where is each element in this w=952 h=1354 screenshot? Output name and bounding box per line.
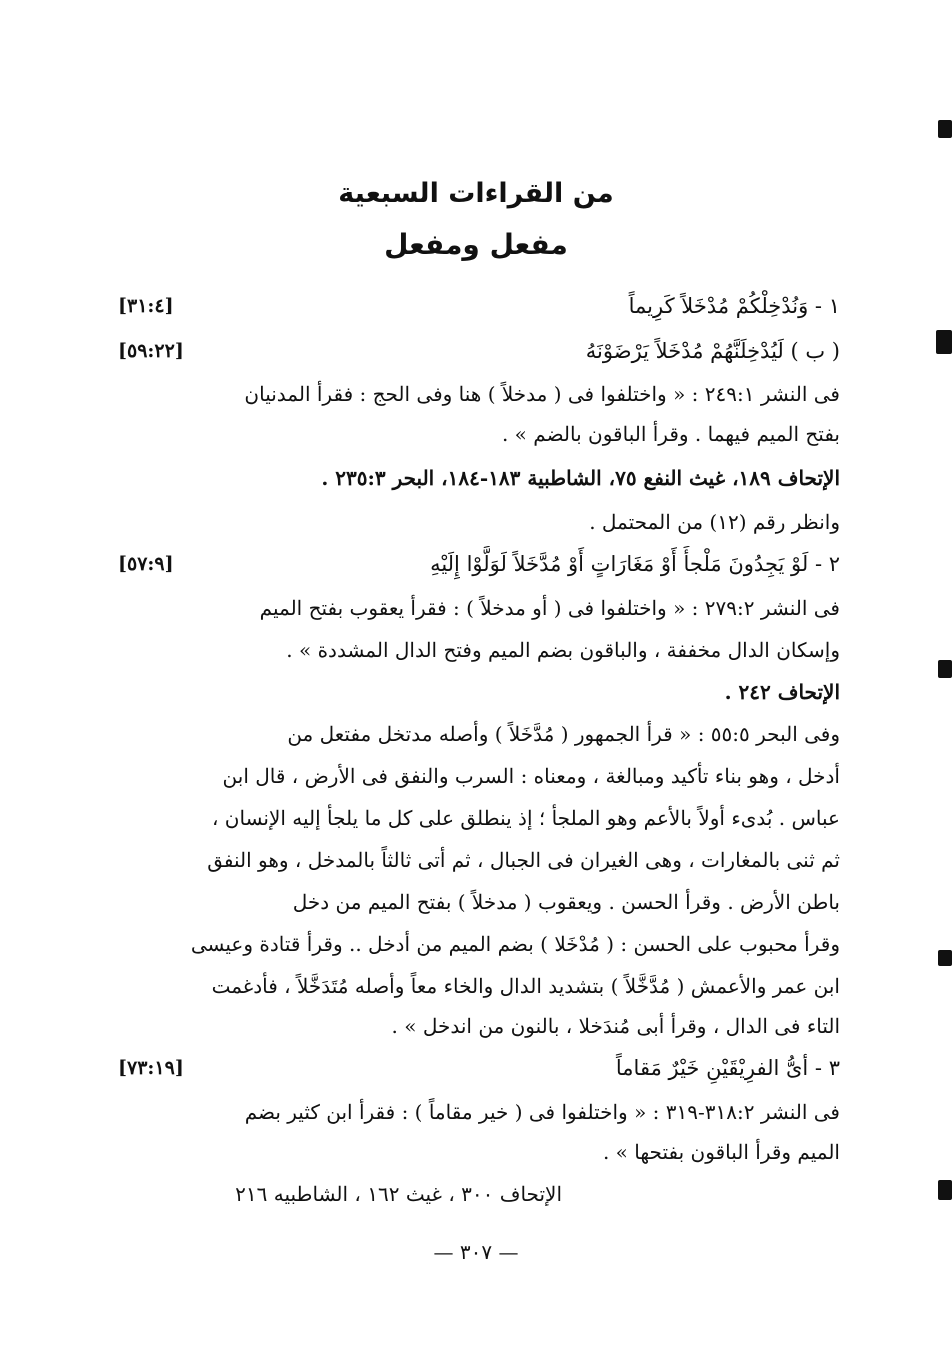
text-line: عباس . بُدىء أولاً بالأعم وهو الملجأ ؛ إذ ينطلق على كل ما يلجأ إليه الإنسان ،: [211, 806, 840, 830]
text-line: ابن عمر والأعمش ( مُدَّخَّلاً ) بتشديد الدال والخاء معاً وأصله مُتَدَخَّلاً ، فأدغمت: [211, 974, 840, 998]
section-title: مفعل ومفعل: [384, 228, 568, 261]
verse-3-reference: [٧٣:١٩]: [118, 1057, 184, 1079]
verse-1b-reference: [٥٩:٢٢]: [118, 340, 184, 362]
text-line: فى النشر ٢٤٩:١ : « واختلفوا فى ( مدخلاً ) هنا وفى الحج : فقرأ المدنيان: [244, 382, 840, 406]
text-line: الميم وقرأ الباقون بفتحها » .: [602, 1140, 840, 1164]
text-line: بفتح الميم فيهما . وقرأ الباقون بالضم » .: [501, 422, 840, 446]
page-number: — ٣٠٧ —: [433, 1240, 519, 1264]
text-line: وقرأ محبوب على الحسن : ( مُدْخَلا ) بضم الميم من أدخل .. وقرأ قتادة وعيسى: [190, 932, 840, 956]
text-line: باطن الأرض . وقرأ الحسن . ويعقوب ( مدخلاً ) بفتح الميم من دخل: [292, 890, 840, 914]
chapter-title: من القراءات السبعية: [338, 178, 614, 209]
scan-mark: [938, 120, 952, 138]
scan-mark: [938, 950, 952, 966]
text-line: ثم ثنى بالمغارات ، وهى الغيران فى الجبال ، ثم أتى ثالثاً بالمدخل ، وهو النفق: [207, 848, 840, 872]
text-line: وإسكان الدال مخففة ، والباقون بضم الميم وفتح الدال المشددة » .: [286, 638, 840, 662]
text-line: وفى البحر ٥٥:٥ : « قرأ الجمهور ( مُدَّخَلاً ) وأصله مدتخل مفتعل من: [287, 722, 840, 746]
verse-2-reference: [٥٧:٩]: [118, 553, 174, 575]
text-line: فى النشر ٢٧٩:٢ : « واختلفوا فى ( أو مدخلاً ) : فقرأ يعقوب بفتح الميم: [259, 596, 840, 620]
text-line: التاء فى الدال ، وقرأ أبى مُندَخلا ، بالنون من اندخل » .: [391, 1014, 840, 1038]
verse-1b: ( ب ) لَيُدْخِلَنَّهُمْ مُدْخَلاً يَرْضَوْنَهُ: [585, 339, 840, 363]
text-line: الإتحاف ٢٤٢ .: [724, 680, 840, 704]
verse-1: ١ - وَنُدْخِلْكُمْ مُدْخَلاً كَرِيماً: [628, 294, 840, 318]
scan-mark: [936, 330, 952, 354]
verse-2: ٢ - لَوْ يَجِدُونَ مَلْجأً أَوْ مَغَارَاتٍ أَوْ مُدَّخَلاً لَوَلَّوْا إِلَيْهِ: [430, 552, 840, 576]
text-line: أدخل ، وهو بناء تأكيد ومبالغة ، ومعناه : السرب والنفق فى الأرض ، قال ابن: [222, 764, 840, 788]
text-line: فى النشر ٣١٨:٢-٣١٩ : « واختلفوا فى ( خير مقاماً ) : فقرأ ابن كثير بضم: [244, 1100, 840, 1124]
text-line: الإتحاف ١٨٩، غيث النفع ٧٥، الشاطبية ١٨٣-١٨٤، البحر ٢٣٥:٣ .: [321, 466, 840, 490]
text-line: الإتحاف ٣٠٠ ، غيث ١٦٢ ، الشاطبيه ٢١٦: [235, 1182, 562, 1206]
text-line: وانظر رقم (١٢) من المحتمل .: [589, 510, 840, 534]
verse-1-reference: [٣١:٤]: [118, 295, 174, 317]
scan-mark: [938, 1180, 952, 1200]
verse-3: ٣ - أىُّ الفرِيْقَيْنِ خَيْرٌ مَقاماً: [615, 1056, 840, 1080]
scan-mark: [938, 660, 952, 678]
